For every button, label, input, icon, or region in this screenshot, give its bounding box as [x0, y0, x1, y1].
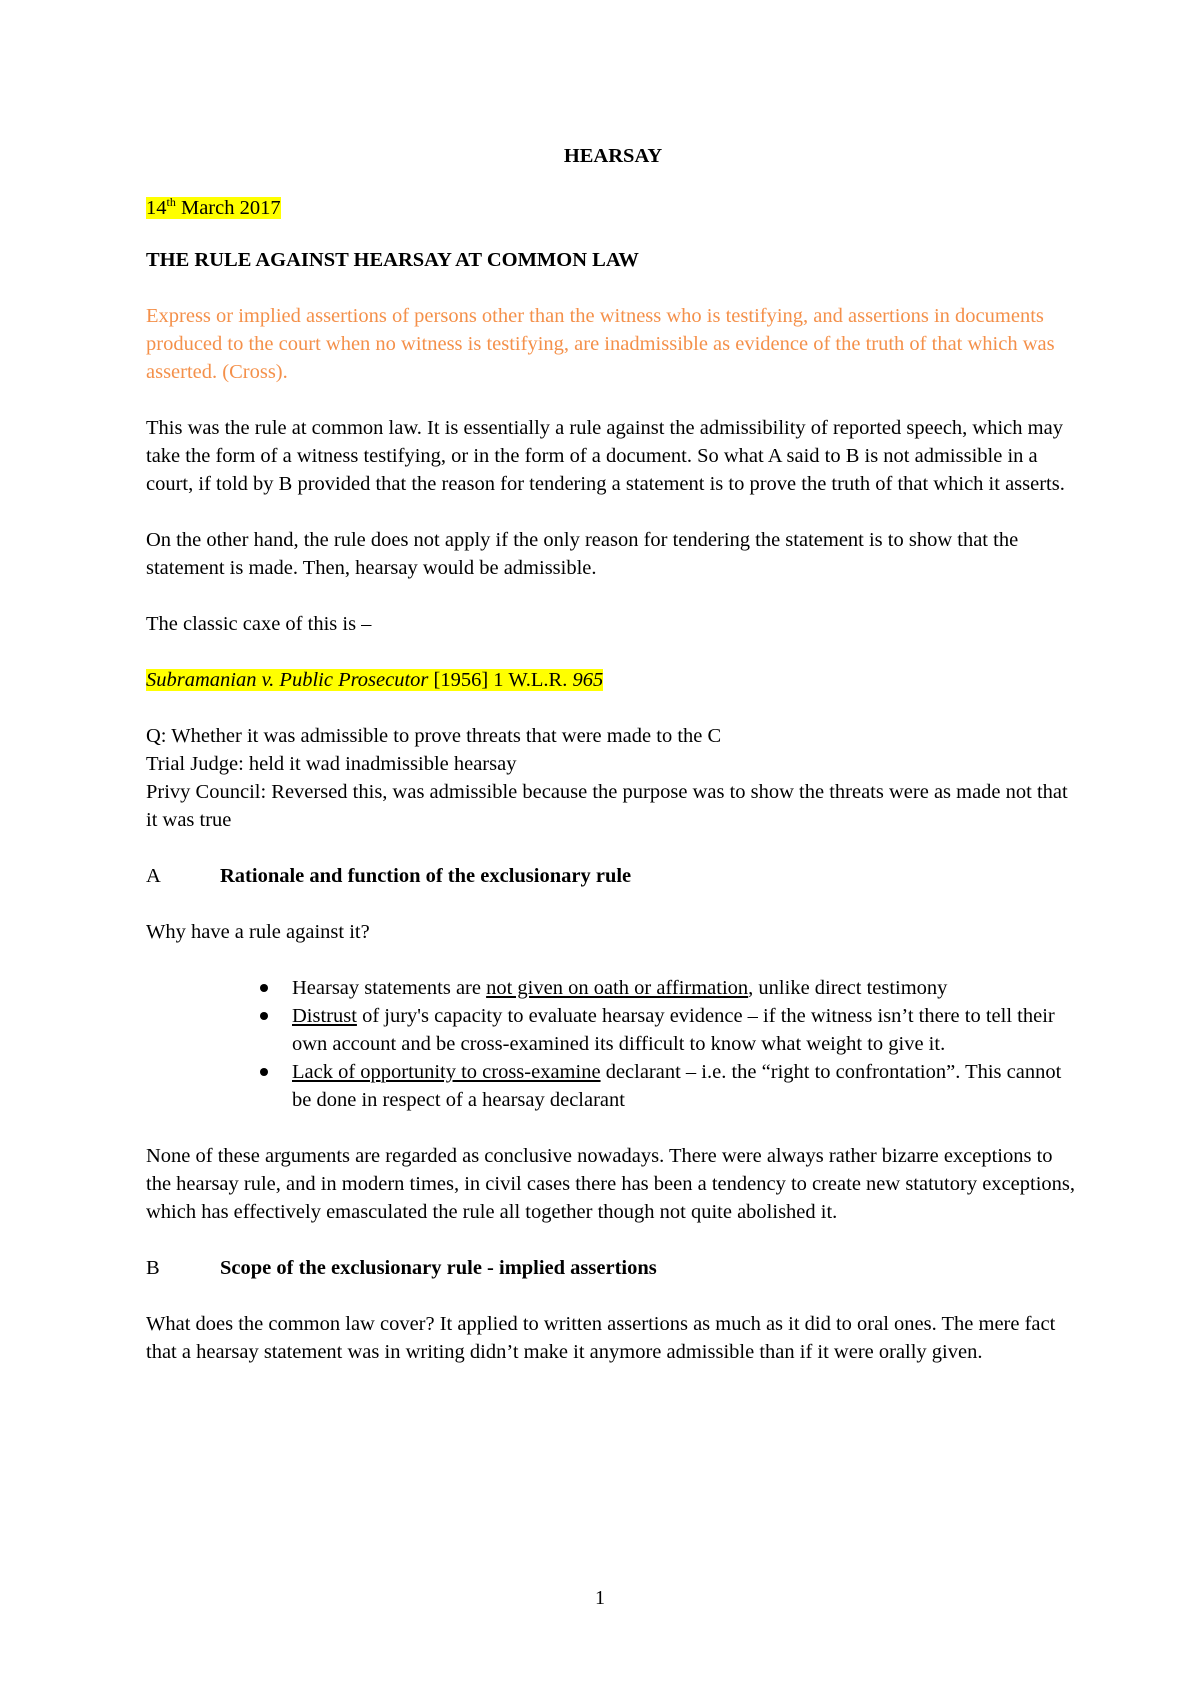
date-rest: March 2017 [175, 197, 281, 219]
underlined-phrase: Distrust [292, 1005, 357, 1027]
paragraph-written-assertions: What does the common law cover? It applied to written assertions as much as it did to oral ones. The mere fact that a hearsay statement was in writing didn’t make it anymore admissible than if it were orally given. [146, 1313, 1056, 1363]
definition-quote: Express or implied assertions of persons other than the witness who is testifying, and assertions in documents produced to the court when no witness is testifying, are inadmissible as evidence of the truth of that which was asserted. (Cross). [146, 305, 1055, 383]
list-item: Lack of opportunity to cross-examine declarant – i.e. the “right to confrontation”. This cannot be done in respect of a hearsay declarant [292, 1058, 1080, 1114]
date-highlight [146, 197, 281, 219]
case-name: Subramanian v. Public Prosecutor [146, 669, 429, 691]
section-a-heading [146, 862, 1080, 890]
underlined-phrase: Lack of opportunity to cross-examine [292, 1061, 601, 1083]
section-b-letter: B [146, 1257, 160, 1279]
page-number: 1 [595, 1587, 605, 1609]
section-a-letter: A [146, 865, 161, 887]
paragraph-other-hand: On the other hand, the rule does not apply if the only reason for tendering the statement is to show that the statement is made. Then, hearsay would be admissible. [146, 529, 1019, 579]
case-notes [146, 722, 1080, 834]
case-note-trial-judge: Trial Judge: held it wad inadmissible hearsay [146, 753, 517, 775]
rationale-list [146, 974, 1080, 1114]
date-line [146, 194, 1080, 222]
list-item: Hearsay statements are not given on oath or affirmation, unlike direct testimony [292, 974, 1080, 1002]
section-b-heading [146, 1254, 1080, 1282]
paragraph-none-conclusive: None of these arguments are regarded as conclusive nowadays. There were always rather bizarre exceptions to the hearsay rule, and in modern times, in civil cases there has been a tendency to create new statutory exceptions, which has effectively emasculated the rule all together though not quite abolished it. [146, 1145, 1075, 1223]
case-page: 965 [567, 669, 604, 691]
paragraph-common-law: This was the rule at common law. It is essentially a rule against the admissibility of reported speech, which may take the form of a witness testifying, or in the form of a document. So what A said to B is not admissible in a court, if told by B provided that the reason for tendering a statement is to prove the truth of that which it asserts. [146, 417, 1065, 495]
case-note-question: Q: Whether it was admissible to prove threats that were made to the C [146, 725, 722, 747]
case-citation [146, 666, 1080, 694]
section-b-title: Scope of the exclusionary rule - implied assertions [220, 1257, 657, 1279]
paragraph-classic-case: The classic caxe of this is – [146, 613, 372, 635]
list-item: Distrust of jury's capacity to evaluate hearsay evidence – if the witness isn’t there to tell their own account and be cross-examined its difficult to know what weight to give it. [292, 1002, 1080, 1058]
underlined-phrase: not given on oath or affirmation [486, 977, 749, 999]
paragraph-why: Why have a rule against it? [146, 921, 370, 943]
case-year: [1956] 1 W.L.R. [428, 669, 568, 691]
case-highlight [146, 669, 603, 691]
date-day: 14 [146, 197, 167, 219]
document-title: HEARSAY [563, 145, 663, 167]
case-note-privy-council: Privy Council: Reversed this, was admissible because the purpose was to show the threats were as made not that it was true [146, 781, 1068, 831]
date-suffix: th [166, 195, 176, 210]
section-a-title: Rationale and function of the exclusionary rule [220, 865, 632, 887]
heading-common-law-rule: THE RULE AGAINST HEARSAY AT COMMON LAW [146, 249, 639, 271]
